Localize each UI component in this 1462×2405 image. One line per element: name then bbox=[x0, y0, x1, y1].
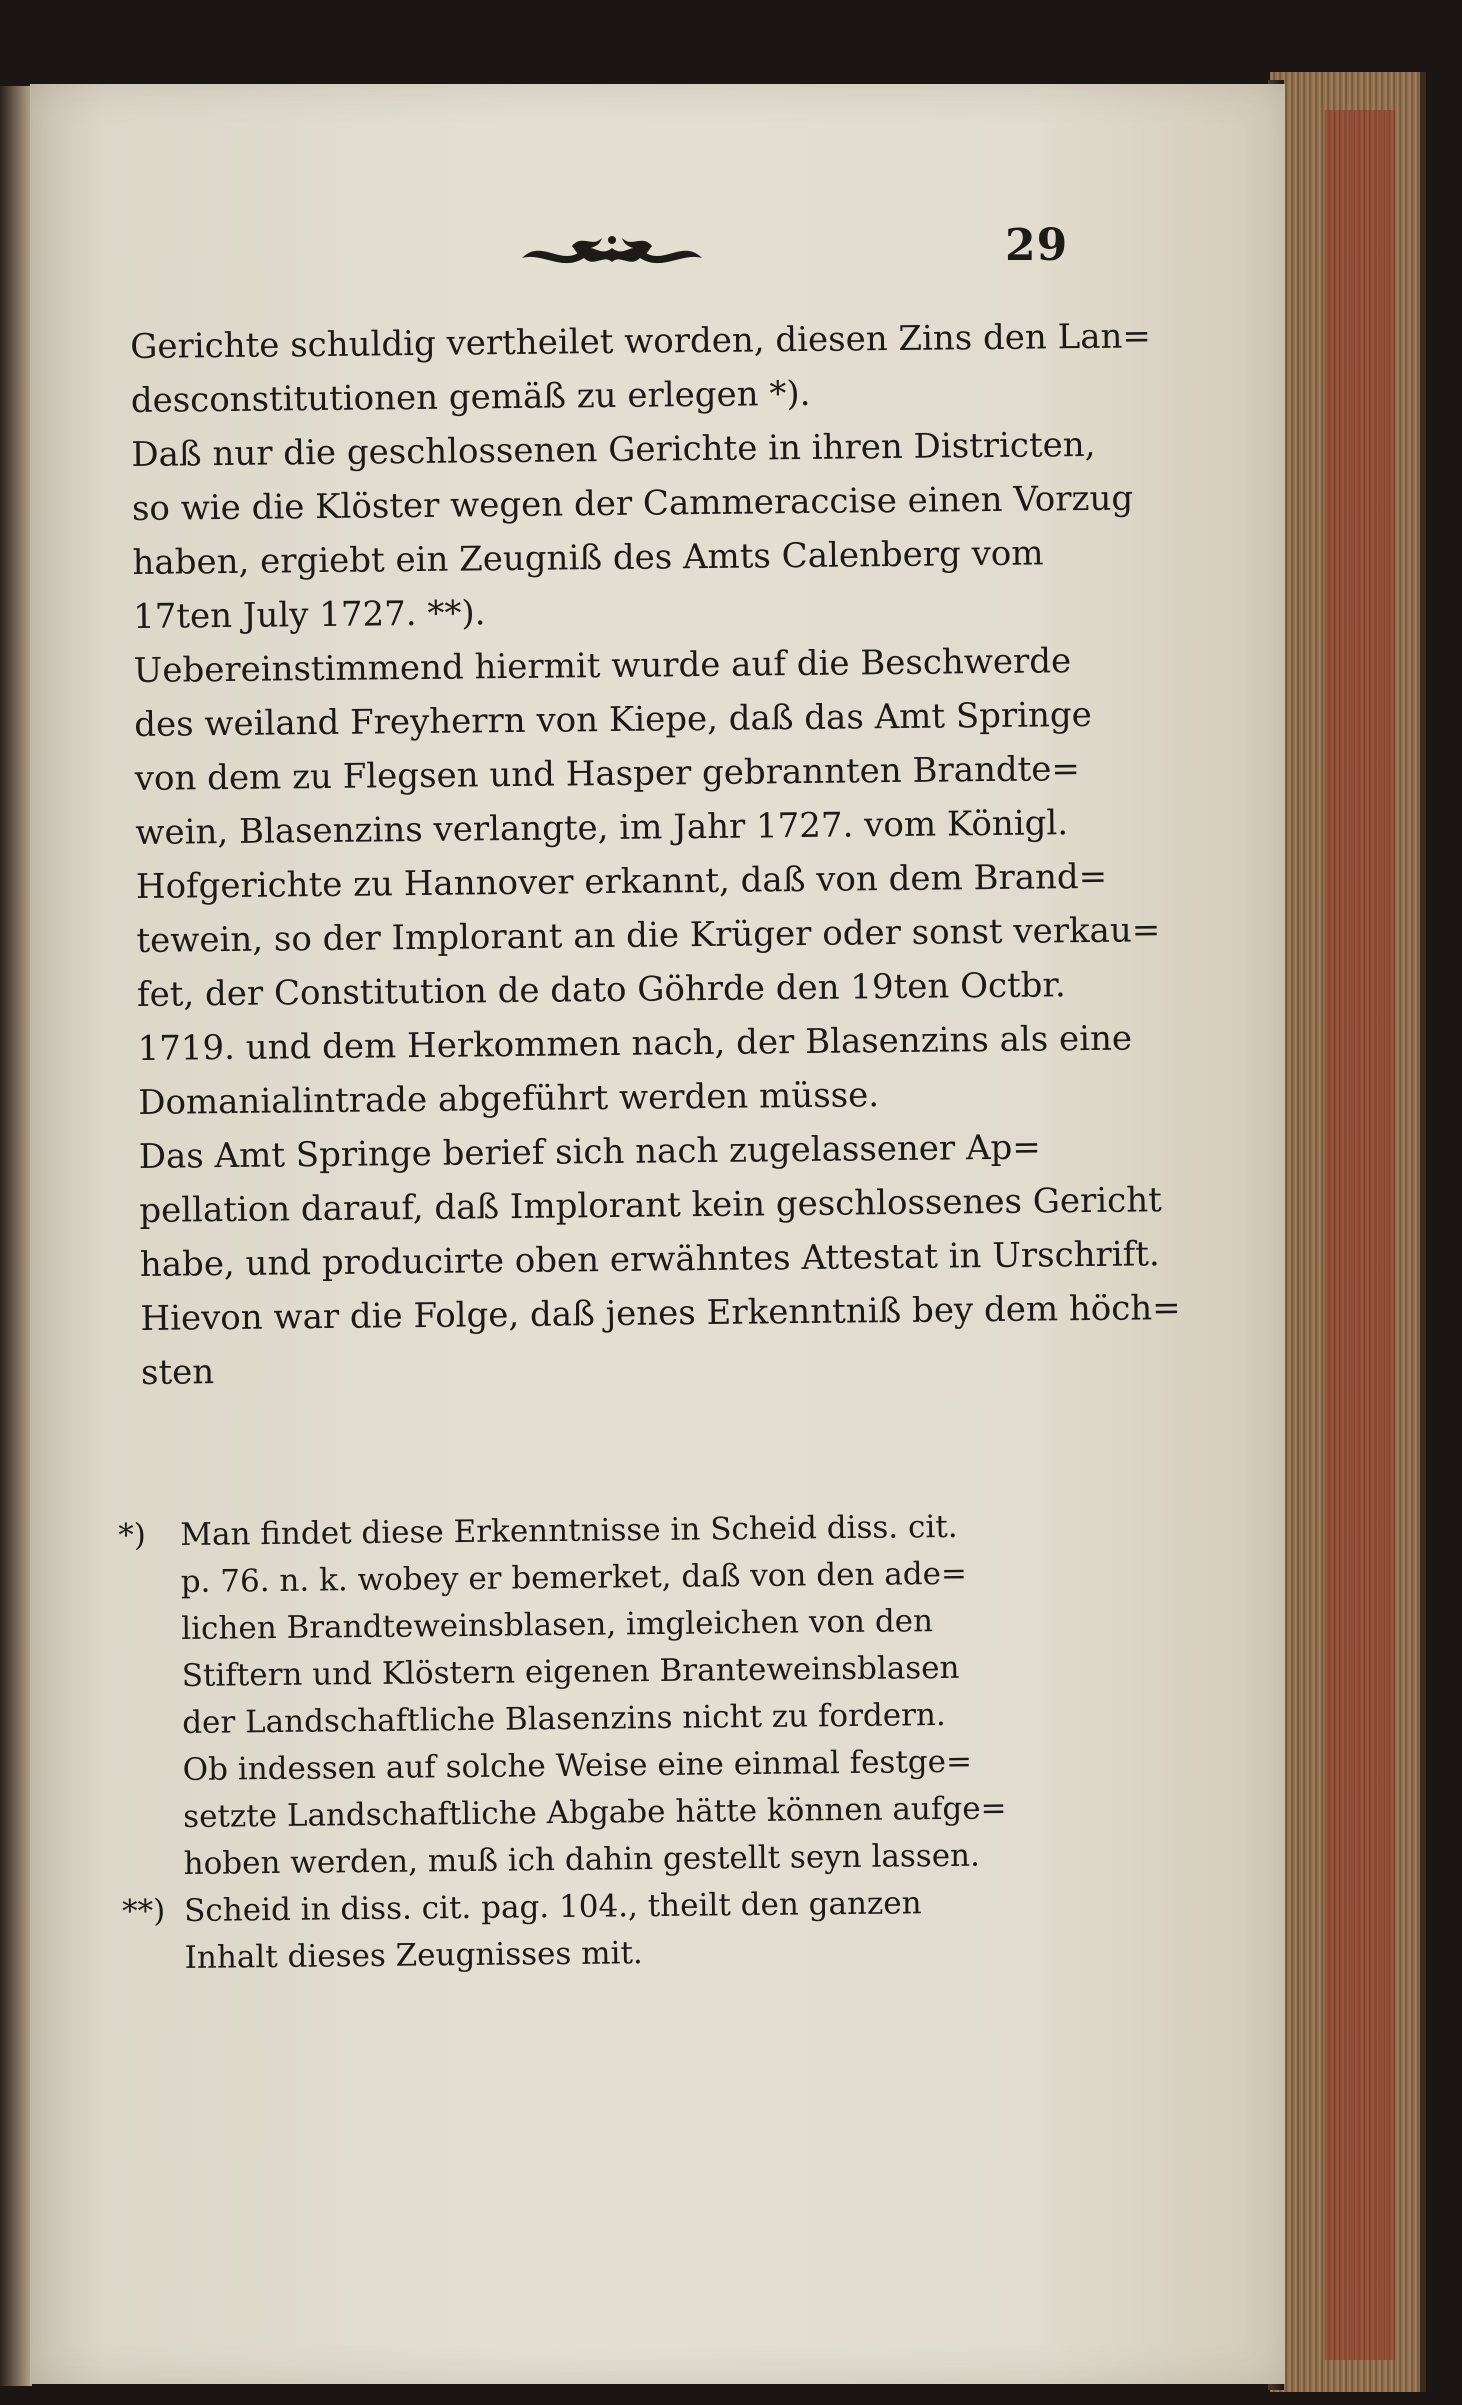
text-line: pellation darauf, daß Implorant kein geschlossenes Gericht bbox=[139, 1180, 1162, 1231]
text-line: so wie die Klöster wegen der Cammeraccise einen Vorzug bbox=[131, 478, 1134, 529]
text-line: des weiland Freyherrn von Kiepe, daß das Amt Springe bbox=[134, 694, 1093, 745]
text-line: Daß nur die geschlossenen Gerichte in ihren Districten, bbox=[131, 424, 1096, 475]
footnote-line: p. 76. n. k. wobey er bemerket, daß von den ade= bbox=[180, 1555, 968, 1600]
text-line: 1719. und dem Herkommen nach, der Blasenzins als eine bbox=[137, 1018, 1133, 1069]
main-text-block bbox=[130, 310, 1181, 1400]
text-line: fet, der Constitution de dato Göhrde den 19ten Octbr. bbox=[136, 965, 1066, 1015]
text-line: Das Amt Springe berief sich nach zugelassener Ap= bbox=[138, 1127, 1042, 1177]
footnote-line: Stiftern und Klöstern eigenen Branteweinsblasen bbox=[181, 1649, 960, 1694]
book-fore-edge-stain bbox=[1325, 110, 1395, 2360]
text-line: habe, und producirte oben erwähntes Attestat in Urschrift. bbox=[139, 1234, 1160, 1285]
text-line: haben, ergiebt ein Zeugniß des Amts Calenberg vom bbox=[132, 533, 1044, 583]
text-line: Hofgerichte zu Hannover erkannt, daß von dem Brand= bbox=[135, 856, 1108, 907]
footnote-line: Ob indessen auf solche Weise eine einmal festge= bbox=[182, 1743, 973, 1788]
text-line: von dem zu Flegsen und Hasper gebrannten Brandte= bbox=[134, 749, 1081, 799]
text-line: tewein, so der Implorant an die Krüger oder sonst verkau= bbox=[136, 910, 1161, 961]
text-line: Gerichte schuldig vertheilet worden, diesen Zins den Lan= bbox=[130, 316, 1152, 367]
footnote-line: Inhalt dieses Zeugnisses mit. bbox=[184, 1935, 643, 1976]
footnotes-block bbox=[118, 1502, 1135, 1982]
text-line: desconstitutionen gemäß zu erlegen *). bbox=[130, 373, 811, 421]
text-line: Uebereinstimmend hiermit wurde auf die Beschwerde bbox=[133, 641, 1072, 691]
footnote-line: Man findet diese Erkenntnisse in Scheid diss. cit. bbox=[180, 1508, 958, 1553]
text-line: Hievon war die Folge, daß jenes Erkenntniß bey dem höch= bbox=[140, 1288, 1181, 1339]
catchword: sten bbox=[140, 1352, 215, 1393]
left-page-edge bbox=[0, 86, 32, 2386]
text-line: Domanialintrade abgeführt werden müsse. bbox=[137, 1075, 880, 1123]
footnote-marker: *) bbox=[118, 1517, 147, 1554]
footnote-line: Scheid in diss. cit. pag. 104., theilt den ganzen bbox=[183, 1885, 922, 1929]
footnote-line: lichen Brandteweinsblasen, imgleichen von den bbox=[181, 1603, 934, 1647]
text-line: 17ten July 1727. **). bbox=[132, 593, 486, 637]
fleuron-ornament-icon bbox=[512, 228, 712, 278]
footnote-line: der Landschaftliche Blasenzins nicht zu fordern. bbox=[182, 1696, 946, 1741]
page-number: 29 bbox=[1005, 220, 1069, 271]
footnote-marker: **) bbox=[121, 1893, 166, 1930]
text-line: wein, Blasenzins verlangte, im Jahr 1727. vom Königl. bbox=[135, 803, 1069, 853]
footnote-line: setzte Landschaftliche Abgabe hätte können aufge= bbox=[183, 1790, 1007, 1835]
footnote-line: hoben werden, muß ich dahin gestellt seyn lassen. bbox=[183, 1837, 981, 1882]
